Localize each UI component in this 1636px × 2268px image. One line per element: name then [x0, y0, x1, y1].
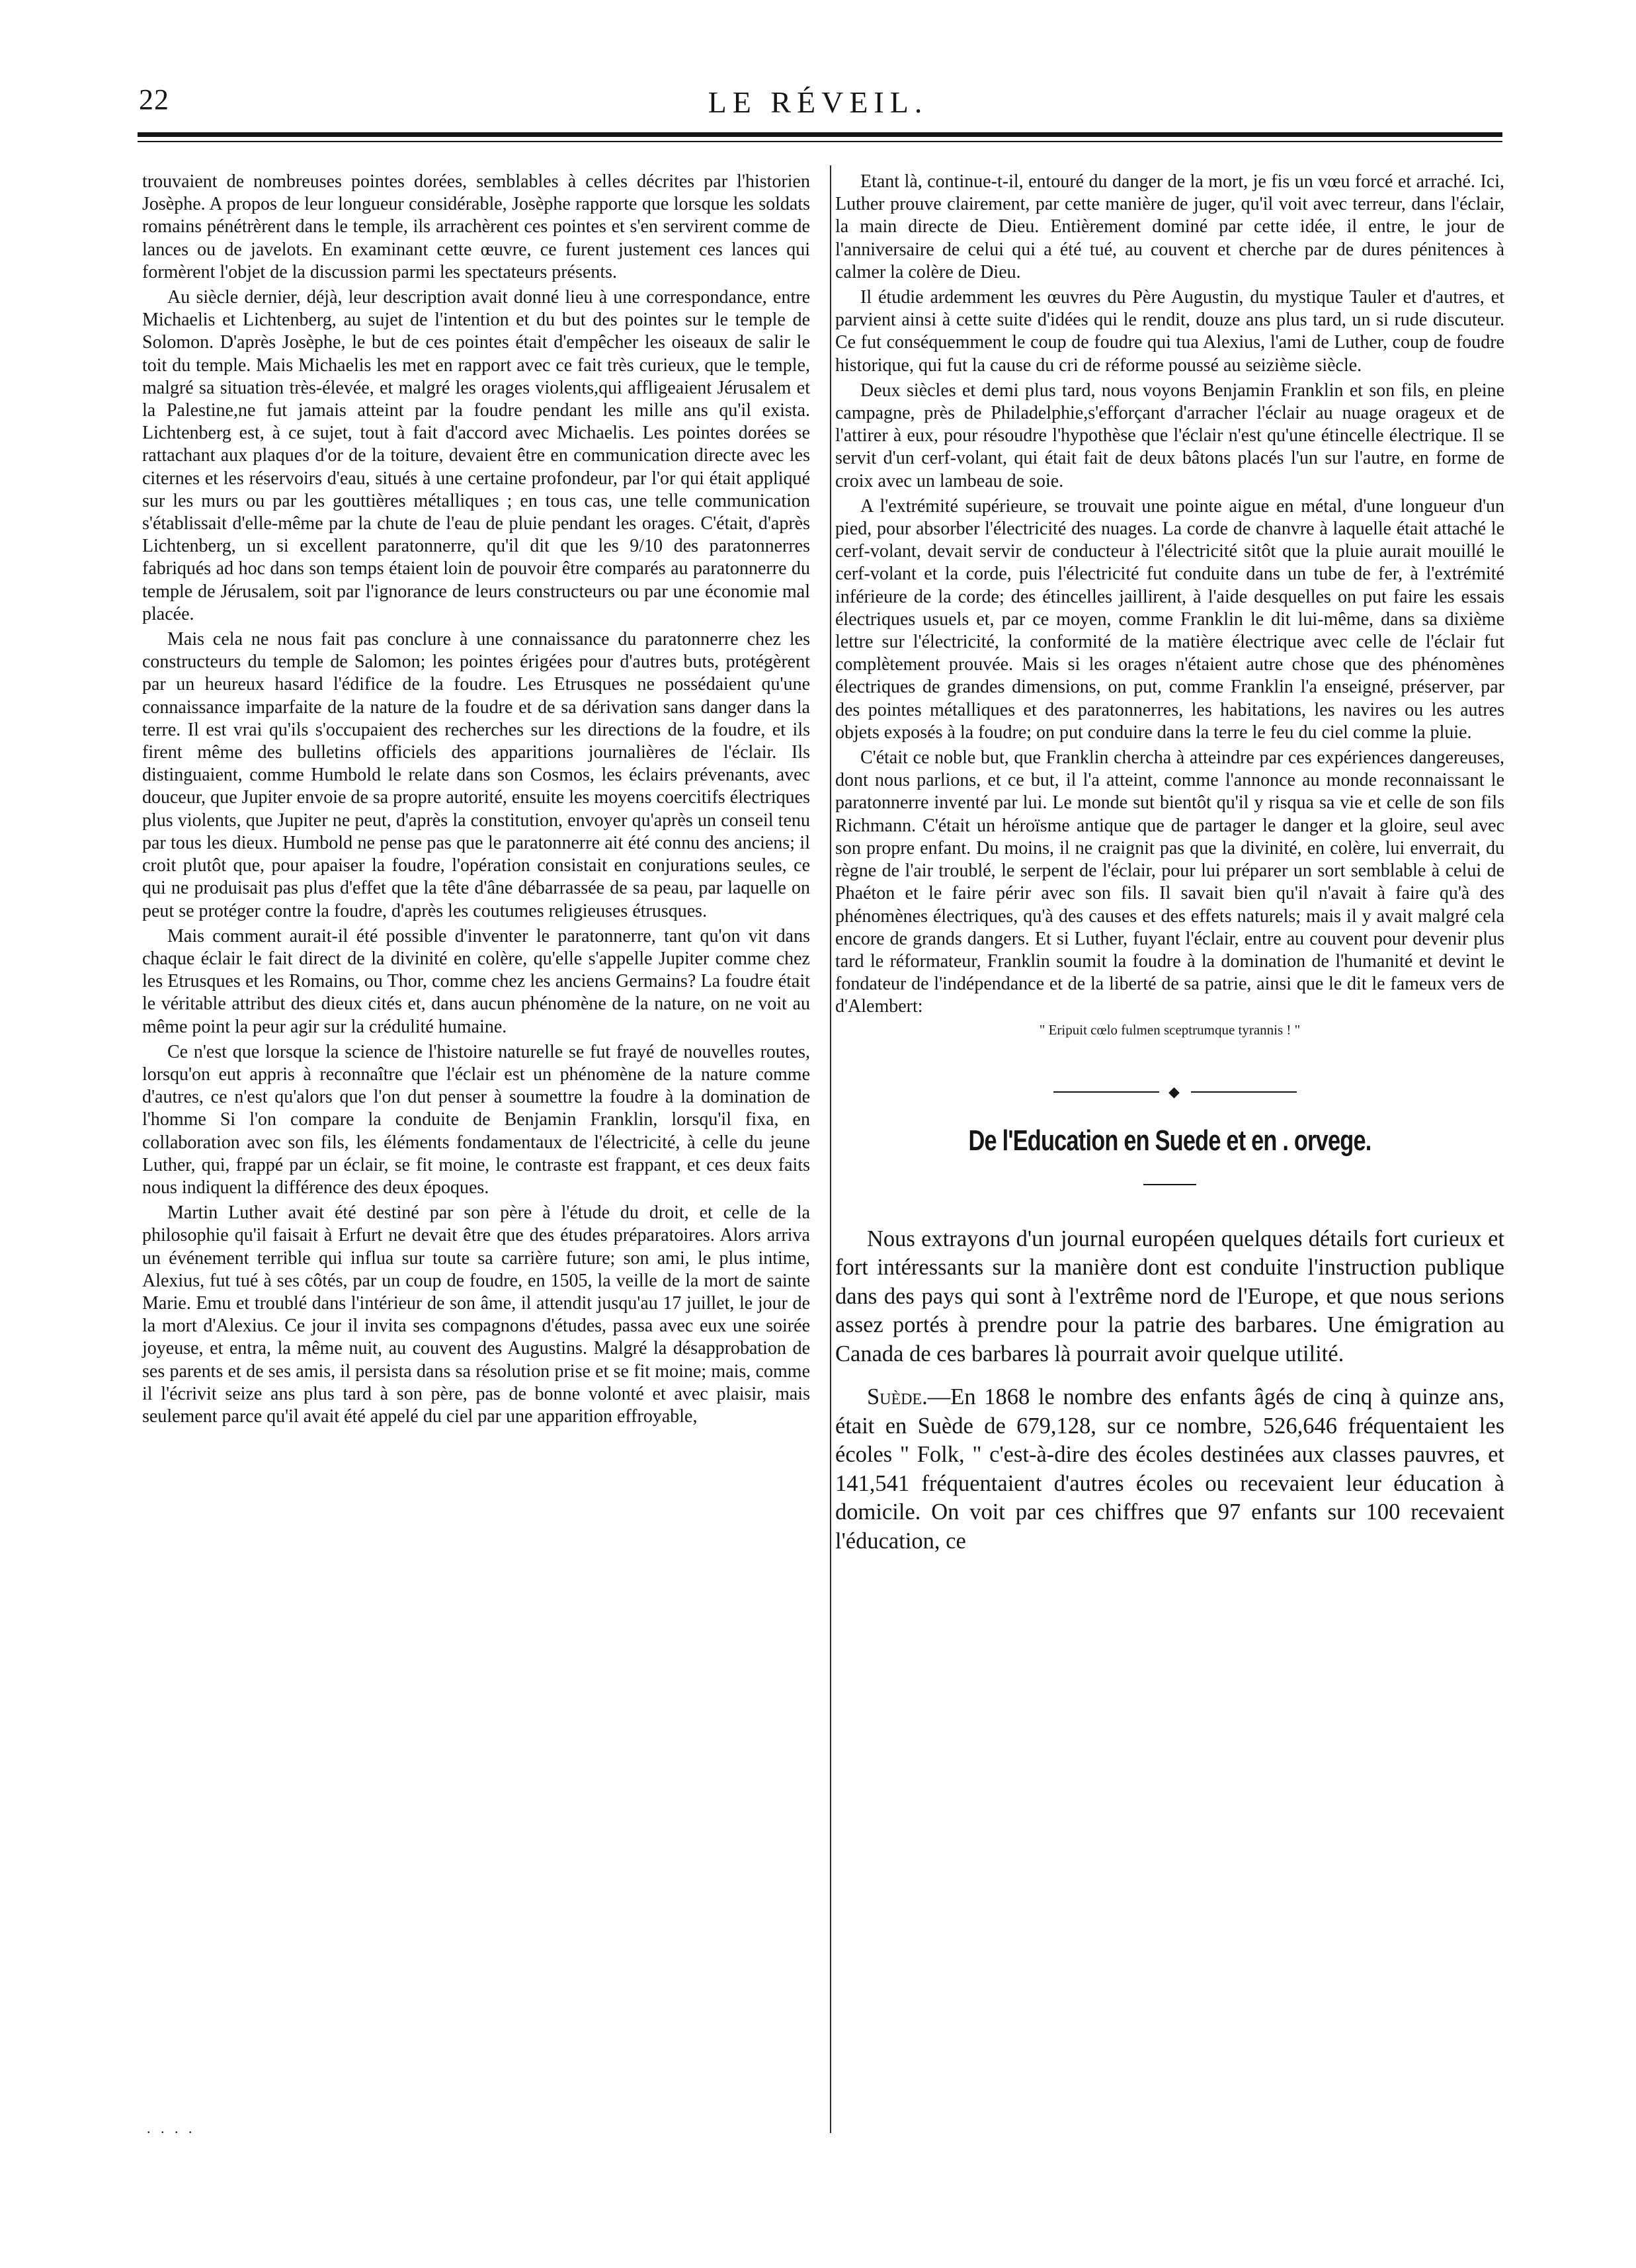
ornament-line-left [1053, 1091, 1159, 1093]
right-paragraph-4: A l'extrémité supérieure, se trouvait une pointe aigue en métal, d'une longueur d'un pied, pour absorber l'électricité des nuages. La corde de chanvre à laquelle était attaché le cerf-volant, devait servir de conducteur à l'électricité sitôt que la pluie aurait mouillé le cerf-volant et la corde, puis l'électricité fut conduite dans un tube de fer, à l'extrémité inférieure de la corde; des étincelles jaillirent, à l'aide desquelles on put faire les essais électriques usuels et, par ce moyen, comme Franklin le dit lui-même, dans sa dixième lettre sur l'électricité, la conformité de la matière électrique avec celle de l'éclair fut complètement prouvée. Mais si les orages n'étaient autre chose que des phénomènes électriques de grandes dimensions, on put, comme Franklin l'a enseigné, préserver, par des pointes métalliques et des paratonnerres, les habitations, les navires ou les autres objets exposés à la foudre; on put conduire dans la terre le feu du ciel comme la pluie. [835, 495, 1504, 743]
left-paragraph-4: Mais comment aurait-il été possible d'inventer le paratonnerre, tant qu'on vit dans chaque éclair le fait direct de la divinité en colère, qu'elle s'appelle Jupiter comme chez les Etrusques et les Romains, ou Thor, comme chez les anciens Germains? La foudre était le véritable attribut des dieux cités et, dans aucun phénomène de la nature, on ne voit au même point la peur agir sur la crédulité humaine. [142, 925, 810, 1037]
right-paragraph-2: Il étudie ardemment les œuvres du Père Augustin, du mystique Tauler et d'autres, et parvient ainsi à cette suite d'idées qui le rendit, douze ans plus tard, un si rude discuteur. Ce fut conséquemment le coup de foudre qui tua Alexius, l'ami de Luther, coup de foudre historique, qui fut la cause du cri de réforme poussé au seizième siècle. [835, 287, 1504, 376]
left-paragraph-6: Martin Luther avait été destiné par son père à l'étude du droit, et celle de la philosophie qu'il faisait à Erfurt ne devait être que des études préparatoires. Alors arriva un événement terrible qui influa sur toute sa carrière future; son ami, le plus intime, Alexius, fut tué à ses côtés, par un coup de foudre, en 1505, la veille de la mort de sainte Marie. Emu et troublé dans l'intérieur de son âme, il attendit jusqu'au 17 juillet, le jour de la mort d'Alexius. Ce jour il invita ses compagnons d'études, passa avec eux une soirée joyeuse, et entra, la même nuit, au couvent des Augustins. Malgré la désapprobation de ses parents et de ses amis, il persista dans sa résolution prise et se fit moine; mais, comme il l'écrivit seize ans plus tard à son père, pas de bonne volonté et avec plaisir, mais seulement parce qu'il avait été appelé du ciel par une apparition effroyable, [142, 1202, 810, 1427]
section-ornament [835, 1082, 1504, 1102]
column-divider [830, 165, 831, 2133]
right-paragraph-1: Etant là, continue-t-il, entouré du danger de la mort, je fis un vœu forcé et arraché. Ici, Luther prouve clairement, par cette manière de juger, qu'il voit avec terreur, dans l'éclair, la main directe de Dieu. Entièrement dominé par cette idée, il entre, le jour de l'anniversaire de celui qui a été tué, au couvent et cherche par de dures pénitences à calmer la colère de Dieu. [835, 171, 1504, 282]
sweden-text: —En 1868 le nombre des enfants âgés de cinq à quinze ans, était en Suède de 679,128, sur ce nombre, 526,646 fréquentaient les écoles " Folk, " c'est-à-dire des écoles destinées aux classes pauvres, et 141,541 fréquentaient d'autres écoles ou recevaient leur éducation à domicile. On voit par ces chiffres que 97 enfants sur 100 recevaient l'éducation, ce [835, 1384, 1504, 1554]
left-paragraph-2: Au siècle dernier, déjà, leur description avait donné lieu à une correspondance, entre Michaelis et Lichtenberg, au sujet de l'intention et du but des pointes sur le temple de Solomon. D'après Josèphe, le but de ces pointes était d'empêcher les oiseaux de salir le toit du temple. Mais Michaelis les met en rapport avec ce fait très curieux, que le temple, malgré sa situation très-élevée, et malgré les orages violents,qui affligeaient Jérusalem et la Palestine,ne fut jamais atteint par la foudre pendant les mille ans qu'il exista. Lichtenberg est, à ce sujet, tout à fait d'accord avec Michaelis. Les pointes dorées se rattachant aux plaques d'or de la toiture, devaient être en communication directe avec les citernes et les réservoirs d'eau, situés à une certaine profondeur, par l'or qui était appliqué sur les murs ou par les gouttières métalliques ; en tous cas, une telle communication s'établissait d'elle-même par la chute de l'eau de pluie pendant les orages. C'était, d'après Lichtenberg, un si excellent paratonnerre, qu'il dit que les 9/10 des paratonnerres fabriqués ad hoc dans son temps étaient loin de pouvoir être comparés au paratonnerre du temple de Jérusalem, soit par l'ignorance de leurs constructeurs ou par une économie mal placée. [142, 287, 810, 624]
header-rule-thin [138, 141, 1502, 142]
right-paragraph-5: C'était ce noble but, que Franklin chercha à atteindre par ces expériences dangereuses, dont nous parlions, et ce but, il l'a atteint, comme l'annonce au monde reconnaissant le paratonnerre inventé par lui. Le monde sut bientôt qu'il y risqua sa vie et celle de son fils Richmann. C'était un héroïsme antique que de partager le danger et la gloire, seul avec son propre enfant. Du moins, il ne craignit pas que la divinité, en colère, lui enverrait, du règne de l'air troublé, le serpent de l'éclair, pour lui préparer un sort semblable à celui de Phaéton et le faire périr avec son fils. Il savait bien qu'il n'avait à faire qu'à des phénomènes électriques, qu'à des causes et des effets naturels; mais il y avait malgré cela encore de grands dangers. Et si Luther, fuyant l'éclair, entre au couvent pour devenir plus tard le réformateur, Franklin soumit la foudre à la domination de l'humanité et devint le fondateur de l'indépendance et de la liberté de sa patrie, ainsi que le dit le fameux vers de d'Alembert: [835, 747, 1504, 1017]
latin-quote: " Eripuit cœlo fulmen sceptrumque tyrannis ! " [1039, 1021, 1301, 1038]
article-sweden-paragraph [835, 1383, 1504, 1556]
article-title: De l'Education en Suede et en . orvege. [968, 1124, 1371, 1157]
sweden-label: Suède. [867, 1384, 928, 1410]
left-column [142, 171, 810, 1428]
header-rule-thick [138, 132, 1502, 137]
right-column [835, 171, 1504, 1556]
ornament-line-right [1191, 1091, 1297, 1093]
article-intro: Nous extrayons d'un journal européen quelques détails fort curieux et fort intéressants sur la manière dont est conduite l'instruction publique dans des pays qui sont à l'extrême nord de l'Europe, et que nous serions assez portés à prendre pour la patrie des barbares. Une émigration au Canada de ces barbares là pourrait avoir quelque utilité. [835, 1226, 1504, 1366]
footer-mark: . . . . [147, 2120, 196, 2136]
title-rule [1143, 1184, 1196, 1185]
page-number: 22 [139, 83, 169, 116]
article-body [835, 1225, 1504, 1556]
ornament-diamond: ◆ [1168, 1083, 1180, 1100]
left-paragraph-3: Mais cela ne nous fait pas conclure à une connaissance du paratonnerre chez les constructeurs du temple de Salomon; les pointes érigées pour d'autres buts, protégèrent par un heureux hasard l'édifice de la foudre. Les Etrusques ne possédaient qu'une connaissance imparfaite de la nature de la foudre et de sa dérivation sans danger dans la terre. Il est vrai qu'ils s'occupaient des recherches sur les directions de la foudre, et ils firent même des bulletins officiels des apparitions journalières de l'éclair. Ils distinguaient, comme Humbold le relate dans son Cosmos, les éclairs prévenants, avec douceur, que Jupiter envoie de sa propre autorité, ensuite les moyens coercitifs électriques plus violents, que Jupiter ne peut, d'après la constitution, envoyer qu'après un conseil tenu par tous les dieux. Humbold ne pense pas que le paratonnerre ait été connu des anciens; il croit plutôt que, pour apaiser la foudre, l'opération consistait en conjurations seules, ce qui ne produisait pas plus d'effet que la tête d'âne débarrassée de sa peau, par laquelle on peut se protéger contre la foudre, d'après les coutumes religieuses étrusques. [142, 629, 810, 921]
left-paragraph-5: Ce n'est que lorsque la science de l'histoire naturelle se fut frayé de nouvelles routes, lorsqu'on eut appris à reconnaître que l'éclair est un phénomène de la nature comme d'autres, ce n'est qu'alors que l'on dut penser à soumettre la foudre à la domination de l'homme Si l'on compare la conduite de Benjamin Franklin, lorsqu'il fixa, en collaboration avec son fils, les éléments fondamentaux de l'électricité, à celle du jeune Luther, qui, frappé par un éclair, se fit moine, le contraste est frappant, et ces deux faits nous indiquent la différence des deux époques. [142, 1041, 810, 1198]
right-paragraph-3: Deux siècles et demi plus tard, nous voyons Benjamin Franklin et son fils, en pleine campagne, près de Philadelphie,s'efforçant d'arracher l'éclair au nuage orageux et de l'attirer à eux, pour résoudre l'hypothèse que l'éclair n'est qu'une étincelle électrique. Il se servit d'un cerf-volant, qui était fait de deux bâtons placés l'un sur l'autre, en forme de croix avec un lambeau de soie. [835, 380, 1504, 491]
left-paragraph-1: trouvaient de nombreuses pointes dorées, semblables à celles décrites par l'historien Josèphe. A propos de leur longueur considérable, Josèphe rapporte que lorsque les soldats romains pénétrèrent dans le temple, ils arrachèrent ces pointes et s'en servirent comme de lances ou de javelots. En examinant cette œuvre, ce furent justement ces lances qui formèrent l'objet de la discussion parmi les spectateurs présents. [142, 171, 810, 282]
journal-title: LE RÉVEIL. [708, 85, 928, 119]
